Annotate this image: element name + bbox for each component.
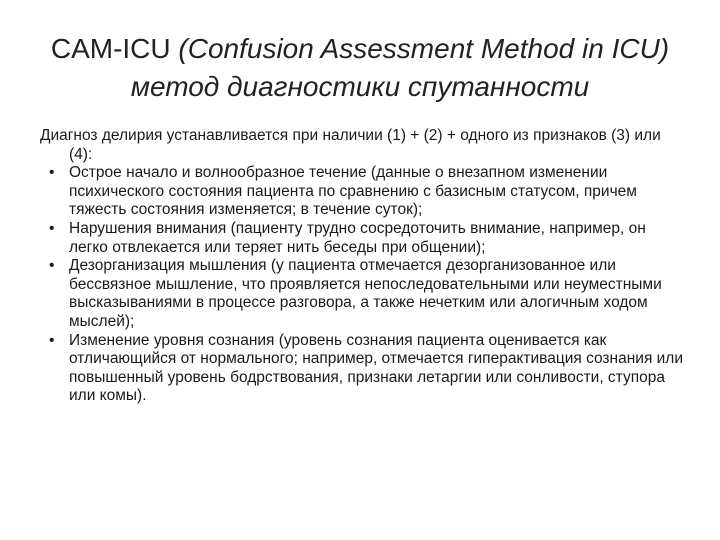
title-acronym: CAM-ICU <box>50 33 179 64</box>
criterion-item <box>40 257 685 331</box>
title-subtitle: метод диагностики спутанности <box>130 71 590 102</box>
criterion-text: Дезорганизация мышления (у пациента отмечается дезорганизованное или бессвязное мышление, что проявляется непоследовательными или неуместными высказываниями в процессе разговора, а также нечетким или алогичным ходом мыслей); <box>69 257 662 330</box>
criterion-item <box>40 332 685 406</box>
slide-body <box>40 127 685 406</box>
criterion-item <box>40 220 685 257</box>
slide-title <box>30 30 690 106</box>
bullet-icon: • <box>49 164 55 182</box>
criterion-text: Нарушения внимания (пациенту трудно сосредоточить внимание, например, он легко отвлекается или теряет нить беседы при общении); <box>69 219 646 256</box>
title-expansion: (Confusion Assessment Method in ICU) <box>178 33 670 64</box>
criterion-text: Изменение уровня сознания (уровень сознания пациента оценивается как отличающийся от нормального; например, отмечается гиперактивация сознания или повышенный уровень бодрствования, признаки летаргии или сонливости, ступора или комы). <box>69 331 683 405</box>
intro-paragraph: Диагноз делирия устанавливается при наличии (1) + (2) + одного из признаков (3) или (4): <box>40 127 661 163</box>
criteria-list <box>40 164 685 406</box>
bullet-icon: • <box>49 331 55 349</box>
bullet-icon: • <box>49 219 55 237</box>
criterion-item <box>40 164 685 220</box>
bullet-icon: • <box>49 257 55 275</box>
criterion-text: Острое начало и волнообразное течение (данные о внезапном изменении психического состояния пациента по сравнению с базисным статусом, причем тяжесть состояния изменяется; в течение суток); <box>69 164 637 219</box>
